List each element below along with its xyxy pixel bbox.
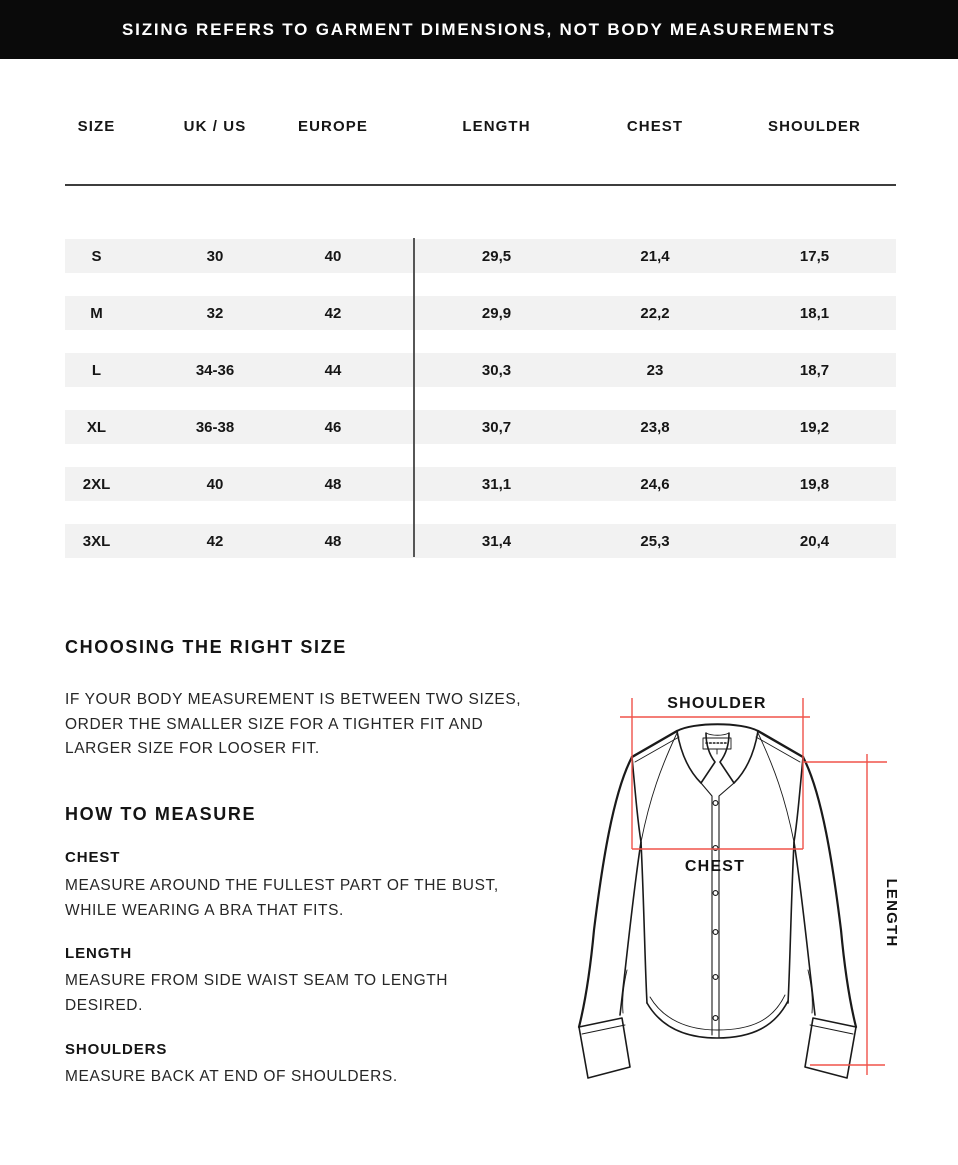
cell-ukus: 30: [206, 247, 224, 265]
cell-ukus: 42: [206, 532, 224, 550]
measure-shoulders-label: SHOULDERS: [65, 1041, 168, 1058]
cell-europe: 42: [324, 304, 342, 322]
column-header-chest: CHEST: [626, 117, 684, 135]
paragraph-line: WHILE WEARING A BRA THAT FITS.: [65, 901, 344, 919]
table-row-2xl: [65, 467, 896, 501]
garment-dimensions-banner: [0, 0, 958, 59]
cell-length: 31,4: [481, 532, 512, 550]
column-header-europe: EUROPE: [298, 117, 368, 135]
cell-size: L: [91, 361, 102, 379]
cell-shoulder: 17,5: [799, 247, 830, 265]
choosing-size-paragraph: [65, 688, 521, 762]
cell-length: 30,7: [481, 418, 512, 436]
paragraph-line: MEASURE AROUND THE FULLEST PART OF THE BUST,: [65, 877, 499, 894]
shirt-buttons: [713, 801, 718, 1021]
measure-chest-text: [65, 874, 499, 923]
cell-europe: 48: [324, 475, 342, 493]
paragraph-line: MEASURE BACK AT END OF SHOULDERS.: [65, 1068, 398, 1085]
cell-europe: 44: [324, 361, 342, 379]
cell-shoulder: 18,1: [799, 304, 830, 322]
table-header-rule: [65, 184, 896, 186]
cell-chest: 22,2: [640, 304, 670, 322]
measure-length-text: [65, 969, 448, 1018]
cell-chest: 25,3: [640, 532, 670, 550]
paragraph-line: MEASURE FROM SIDE WAIST SEAM TO LENGTH: [65, 972, 449, 989]
choosing-size-heading: CHOOSING THE RIGHT SIZE: [65, 637, 347, 657]
shirt-measurement-diagram: [565, 675, 958, 1090]
shoulder-measure-line: [620, 698, 810, 849]
cell-ukus: 36-38: [195, 418, 235, 436]
table-row-s: [65, 239, 896, 273]
paragraph-line: IF YOUR BODY MEASUREMENT IS BETWEEN TWO SIZES,: [65, 691, 522, 708]
cell-shoulder: 18,7: [799, 361, 830, 379]
table-row-l: [65, 353, 896, 387]
cell-size: 2XL: [82, 475, 111, 493]
cell-length: 30,3: [481, 361, 512, 379]
cell-size: M: [90, 304, 103, 322]
measure-length-label: LENGTH: [65, 945, 133, 962]
paragraph-line: LARGER SIZE FOR LOOSER FIT.: [65, 740, 320, 758]
cell-length: 31,1: [481, 475, 512, 493]
table-row-xl: [65, 410, 896, 444]
measure-chest-label: CHEST: [65, 849, 121, 866]
cell-ukus: 32: [206, 304, 224, 322]
size-table-header: [65, 113, 896, 139]
cell-ukus: 34-36: [195, 361, 235, 379]
cell-shoulder: 19,2: [799, 418, 830, 436]
cell-size: S: [91, 247, 102, 265]
cell-chest: 21,4: [640, 247, 670, 265]
paragraph-line: ORDER THE SMALLER SIZE FOR A TIGHTER FIT AND: [65, 715, 484, 733]
cell-shoulder: 20,4: [799, 532, 830, 550]
table-column-divider: [413, 238, 415, 557]
cell-ukus: 40: [206, 475, 224, 493]
table-row-3xl: [65, 524, 896, 558]
cell-chest: 24,6: [640, 475, 670, 493]
length-diagram-label: LENGTH: [883, 878, 900, 948]
cell-length: 29,5: [481, 247, 512, 265]
column-header-ukus: UK / US: [183, 117, 247, 135]
cell-europe: 40: [324, 247, 342, 265]
paragraph-line: DESIRED.: [65, 996, 144, 1014]
cell-europe: 46: [324, 418, 342, 436]
cell-chest: 23: [646, 361, 664, 379]
shoulder-diagram-label: SHOULDER: [667, 695, 767, 712]
cell-chest: 23,8: [640, 418, 670, 436]
length-measure-line: [803, 754, 887, 1075]
cell-size: 3XL: [82, 532, 111, 550]
cell-shoulder: 19,8: [799, 475, 830, 493]
shirt-illustration: [579, 724, 856, 1078]
chest-diagram-label: CHEST: [684, 858, 746, 875]
column-header-shoulder: SHOULDER: [768, 117, 861, 135]
cell-length: 29,9: [481, 304, 512, 322]
cell-europe: 48: [324, 532, 342, 550]
column-header-size: SIZE: [77, 117, 116, 135]
cell-size: XL: [86, 418, 107, 436]
column-header-length: LENGTH: [462, 117, 531, 135]
banner-text: SIZING REFERS TO GARMENT DIMENSIONS, NOT BODY MEASUREMENTS: [122, 19, 836, 39]
shirt-diagram-svg: [565, 675, 958, 1090]
table-row-m: [65, 296, 896, 330]
how-to-measure-heading: HOW TO MEASURE: [65, 804, 257, 824]
measure-shoulders-text: [65, 1065, 398, 1090]
